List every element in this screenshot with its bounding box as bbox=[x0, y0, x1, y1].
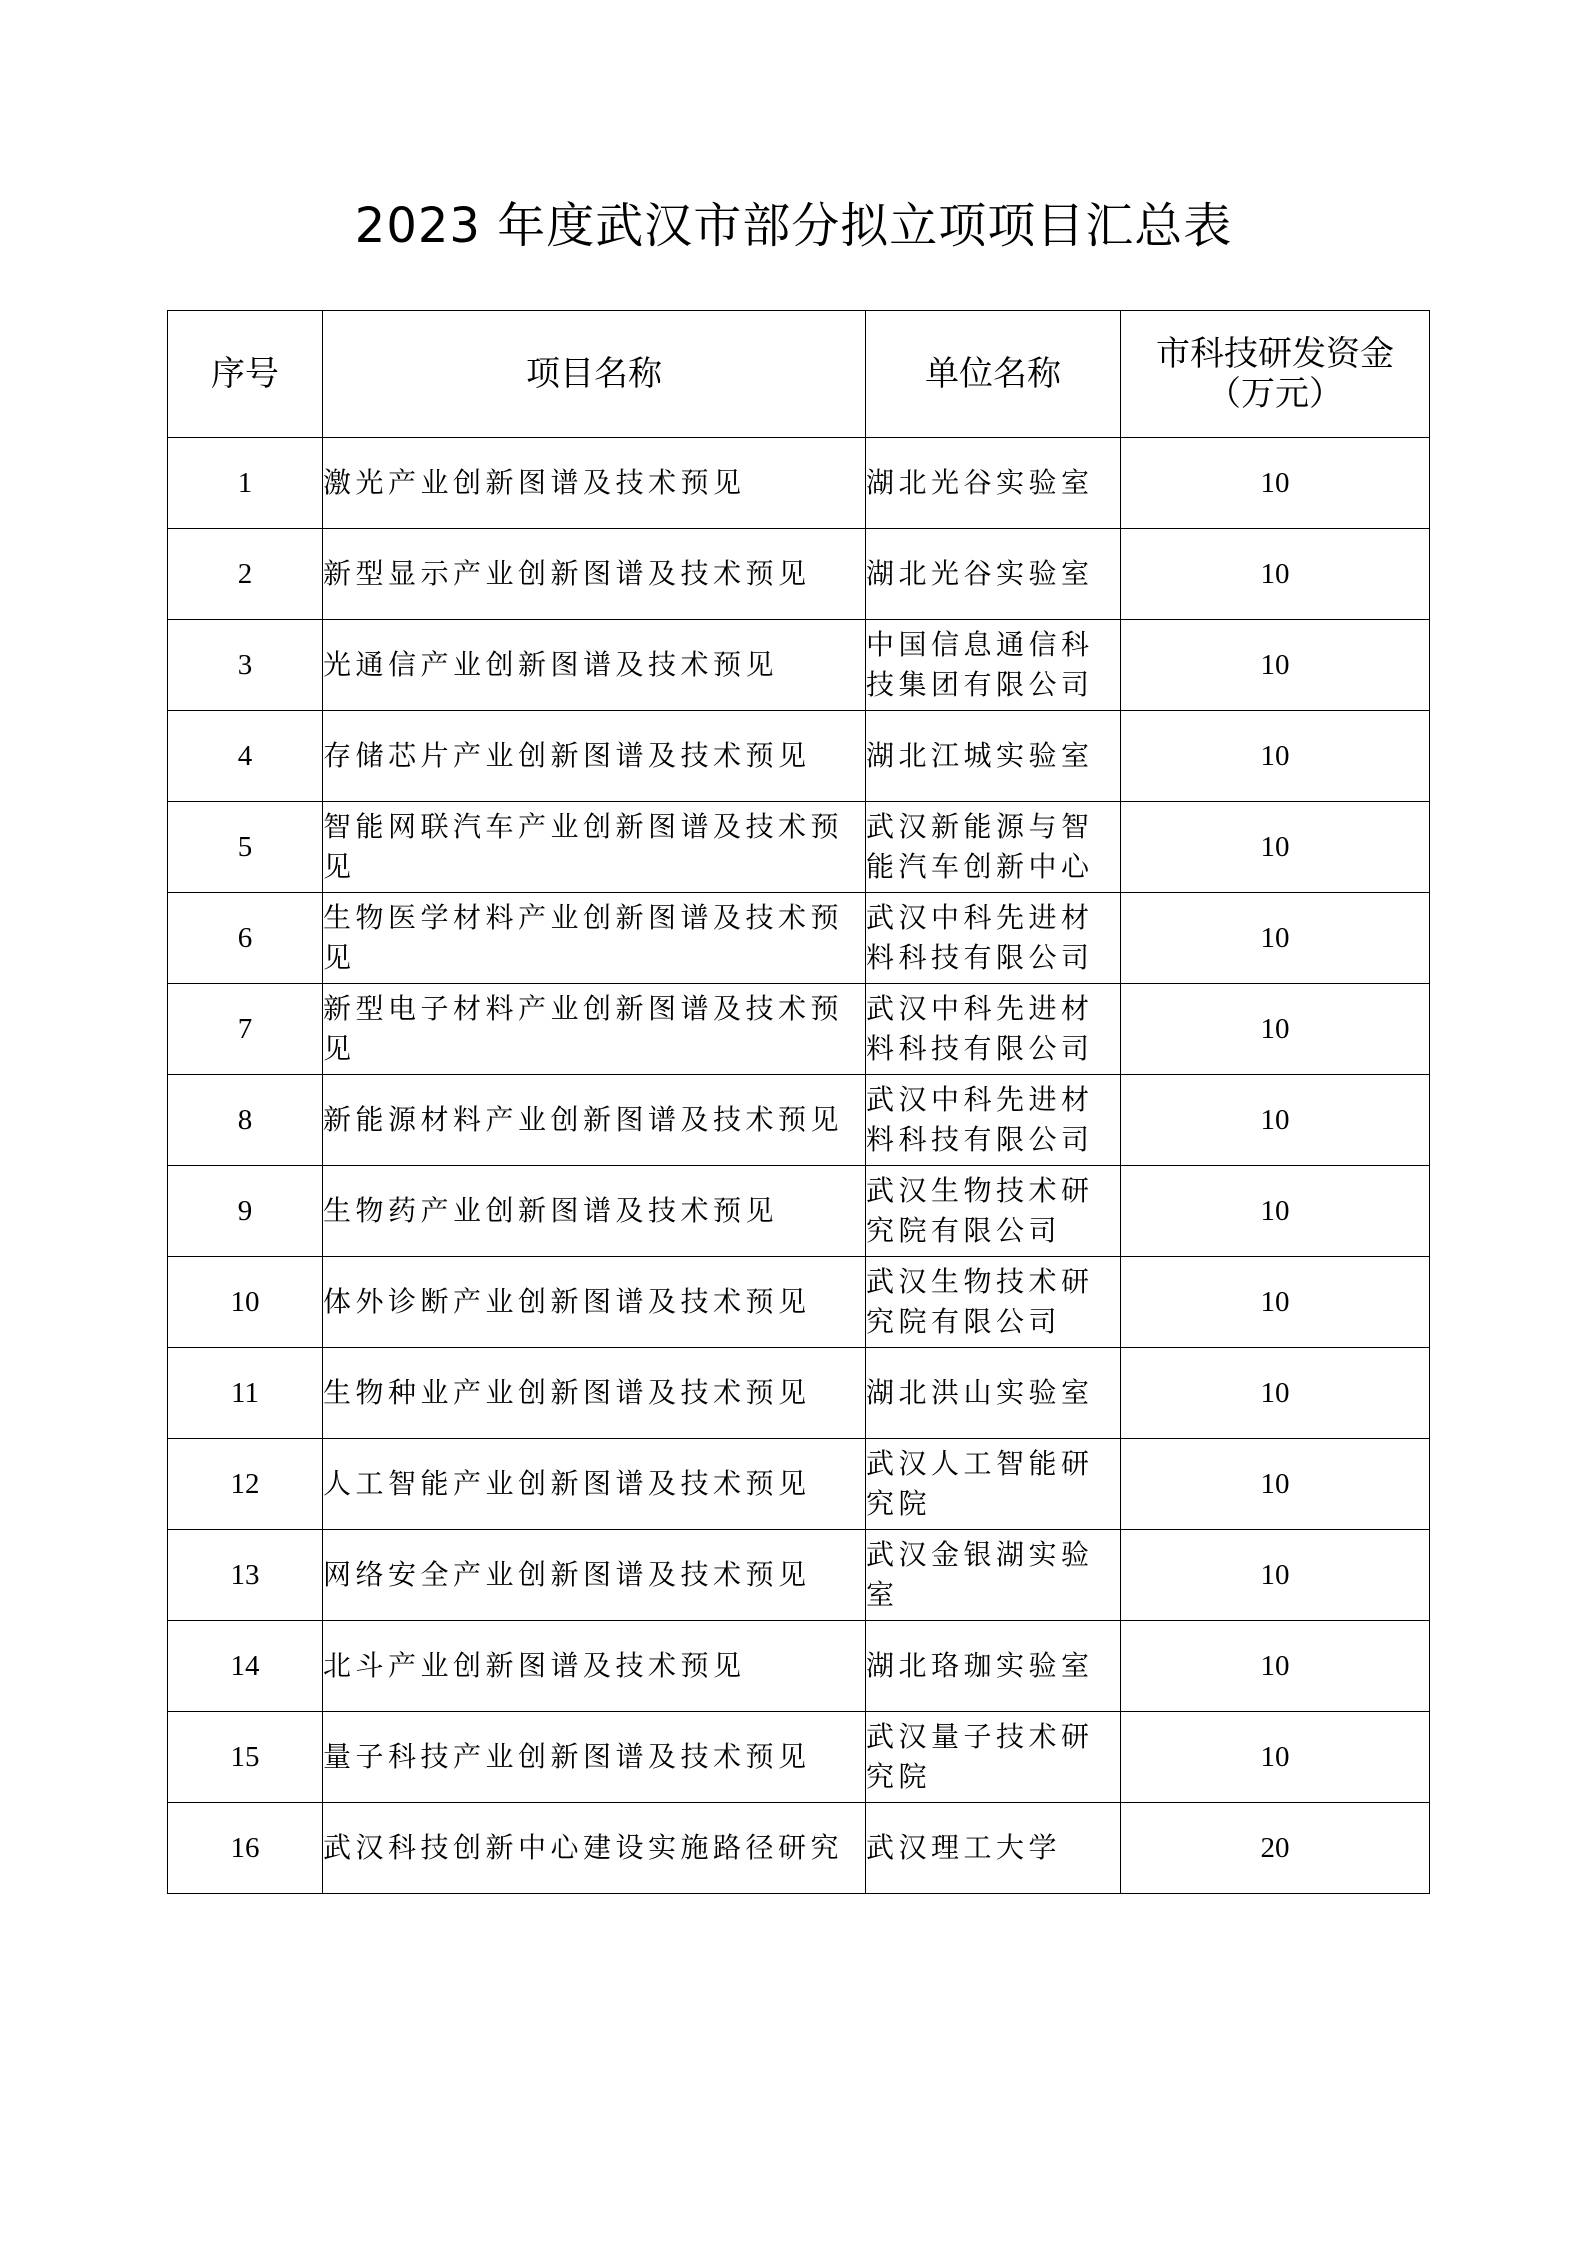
table-row bbox=[168, 711, 1430, 802]
cell-unit-name: 武汉中科先进材料科技有限公司 bbox=[866, 984, 1121, 1075]
cell-funding: 10 bbox=[1121, 529, 1430, 620]
table-row bbox=[168, 984, 1430, 1075]
cell-funding: 10 bbox=[1121, 1348, 1430, 1439]
cell-unit-name: 武汉中科先进材料科技有限公司 bbox=[866, 1075, 1121, 1166]
cell-project-name: 新型显示产业创新图谱及技术预见 bbox=[323, 529, 866, 620]
cell-seq: 14 bbox=[168, 1621, 323, 1712]
cell-unit-name: 湖北珞珈实验室 bbox=[866, 1621, 1121, 1712]
cell-project-name: 新型电子材料产业创新图谱及技术预见 bbox=[323, 984, 866, 1075]
table-row bbox=[168, 1803, 1430, 1894]
cell-unit-name: 武汉金银湖实验室 bbox=[866, 1530, 1121, 1621]
cell-project-name: 智能网联汽车产业创新图谱及技术预见 bbox=[323, 802, 866, 893]
header-seq: 序号 bbox=[168, 311, 323, 438]
cell-seq: 4 bbox=[168, 711, 323, 802]
cell-unit-name: 湖北光谷实验室 bbox=[866, 529, 1121, 620]
cell-seq: 5 bbox=[168, 802, 323, 893]
cell-unit-name: 武汉生物技术研究院有限公司 bbox=[866, 1166, 1121, 1257]
cell-project-name: 人工智能产业创新图谱及技术预见 bbox=[323, 1439, 866, 1530]
cell-funding: 10 bbox=[1121, 802, 1430, 893]
cell-funding: 10 bbox=[1121, 1530, 1430, 1621]
cell-project-name: 体外诊断产业创新图谱及技术预见 bbox=[323, 1257, 866, 1348]
cell-seq: 2 bbox=[168, 529, 323, 620]
cell-funding: 10 bbox=[1121, 1075, 1430, 1166]
cell-project-name: 网络安全产业创新图谱及技术预见 bbox=[323, 1530, 866, 1621]
cell-funding: 10 bbox=[1121, 1166, 1430, 1257]
cell-seq: 8 bbox=[168, 1075, 323, 1166]
cell-project-name: 激光产业创新图谱及技术预见 bbox=[323, 438, 866, 529]
cell-seq: 10 bbox=[168, 1257, 323, 1348]
cell-funding: 10 bbox=[1121, 1257, 1430, 1348]
header-project-name: 项目名称 bbox=[323, 311, 866, 438]
cell-unit-name: 武汉人工智能研究院 bbox=[866, 1439, 1121, 1530]
cell-unit-name: 湖北光谷实验室 bbox=[866, 438, 1121, 529]
project-summary-table bbox=[167, 310, 1430, 1894]
table-row bbox=[168, 620, 1430, 711]
cell-funding: 10 bbox=[1121, 984, 1430, 1075]
table-row bbox=[168, 1348, 1430, 1439]
cell-funding: 10 bbox=[1121, 711, 1430, 802]
cell-project-name: 生物种业产业创新图谱及技术预见 bbox=[323, 1348, 866, 1439]
cell-seq: 1 bbox=[168, 438, 323, 529]
cell-project-name: 生物医学材料产业创新图谱及技术预见 bbox=[323, 893, 866, 984]
cell-seq: 6 bbox=[168, 893, 323, 984]
table-row bbox=[168, 1439, 1430, 1530]
cell-funding: 10 bbox=[1121, 1712, 1430, 1803]
cell-funding: 20 bbox=[1121, 1803, 1430, 1894]
cell-unit-name: 武汉中科先进材料科技有限公司 bbox=[866, 893, 1121, 984]
cell-project-name: 北斗产业创新图谱及技术预见 bbox=[323, 1621, 866, 1712]
table-body bbox=[168, 438, 1430, 1894]
cell-project-name: 生物药产业创新图谱及技术预见 bbox=[323, 1166, 866, 1257]
cell-funding: 10 bbox=[1121, 620, 1430, 711]
cell-seq: 16 bbox=[168, 1803, 323, 1894]
cell-unit-name: 湖北洪山实验室 bbox=[866, 1348, 1121, 1439]
cell-project-name: 光通信产业创新图谱及技术预见 bbox=[323, 620, 866, 711]
cell-seq: 13 bbox=[168, 1530, 323, 1621]
cell-funding: 10 bbox=[1121, 1439, 1430, 1530]
cell-unit-name: 武汉生物技术研究院有限公司 bbox=[866, 1257, 1121, 1348]
table-row bbox=[168, 1075, 1430, 1166]
table-row bbox=[168, 1166, 1430, 1257]
table-row bbox=[168, 1530, 1430, 1621]
cell-seq: 9 bbox=[168, 1166, 323, 1257]
cell-project-name: 量子科技产业创新图谱及技术预见 bbox=[323, 1712, 866, 1803]
table-row bbox=[168, 529, 1430, 620]
cell-project-name: 存储芯片产业创新图谱及技术预见 bbox=[323, 711, 866, 802]
cell-seq: 3 bbox=[168, 620, 323, 711]
cell-unit-name: 武汉新能源与智能汽车创新中心 bbox=[866, 802, 1121, 893]
header-funding-line2: （万元） bbox=[1207, 374, 1343, 414]
cell-seq: 11 bbox=[168, 1348, 323, 1439]
cell-unit-name: 武汉量子技术研究院 bbox=[866, 1712, 1121, 1803]
cell-project-name: 新能源材料产业创新图谱及技术预见 bbox=[323, 1075, 866, 1166]
cell-unit-name: 武汉理工大学 bbox=[866, 1803, 1121, 1894]
table-row bbox=[168, 438, 1430, 529]
table-row bbox=[168, 1257, 1430, 1348]
cell-project-name: 武汉科技创新中心建设实施路径研究 bbox=[323, 1803, 866, 1894]
cell-unit-name: 中国信息通信科技集团有限公司 bbox=[866, 620, 1121, 711]
table-header-row bbox=[168, 311, 1430, 438]
cell-seq: 12 bbox=[168, 1439, 323, 1530]
table-row bbox=[168, 893, 1430, 984]
header-funding bbox=[1121, 311, 1430, 438]
cell-seq: 7 bbox=[168, 984, 323, 1075]
header-unit-name: 单位名称 bbox=[866, 311, 1121, 438]
table-row bbox=[168, 1712, 1430, 1803]
cell-funding: 10 bbox=[1121, 893, 1430, 984]
cell-seq: 15 bbox=[168, 1712, 323, 1803]
table-row bbox=[168, 1621, 1430, 1712]
table-row bbox=[168, 802, 1430, 893]
header-funding-line1: 市科技研发资金 bbox=[1156, 334, 1394, 374]
cell-unit-name: 湖北江城实验室 bbox=[866, 711, 1121, 802]
document-title: 2023 年度武汉市部分拟立项项目汇总表 bbox=[354, 198, 1233, 254]
cell-funding: 10 bbox=[1121, 438, 1430, 529]
cell-funding: 10 bbox=[1121, 1621, 1430, 1712]
